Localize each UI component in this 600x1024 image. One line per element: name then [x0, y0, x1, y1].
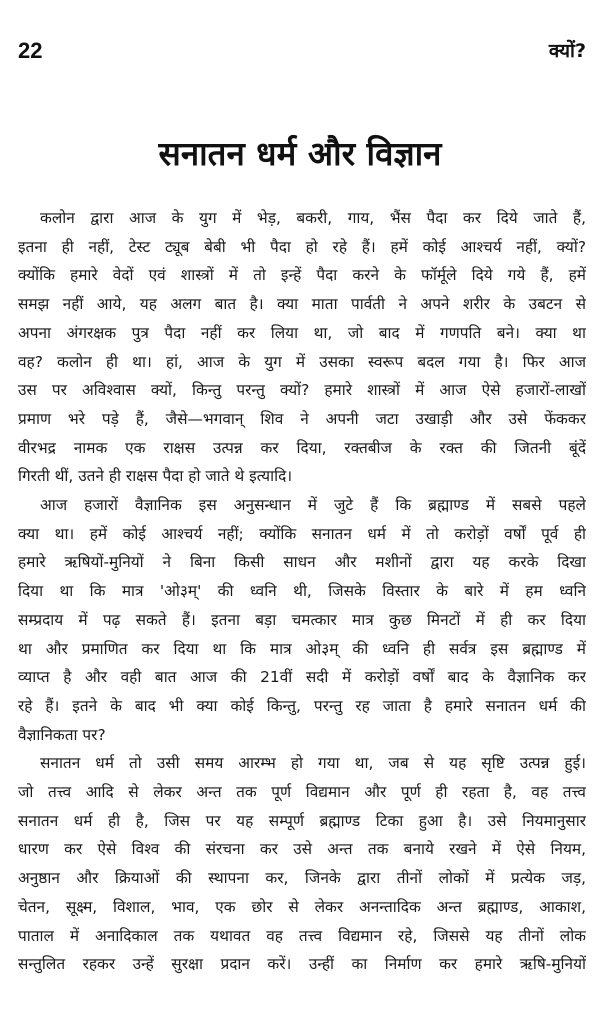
text-line: सनातन धर्म ही है, जिस पर यह सम्पूर्ण ब्रह्माण्ड टिका हुआ है। उसे नियमानुसार [18, 811, 586, 830]
text-line: वीरभद्र नामक एक राक्षस उत्पन्न कर दिया, रक्तबीज के रक्त की जितनी बूंदें [18, 438, 586, 457]
text-line: क्या था। हमें कोई आश्चर्य नहीं; क्योंकि सनातन धर्म में तो करोड़ों वर्षों पूर्व ही [18, 524, 586, 543]
page-header [18, 38, 586, 64]
text-line: अनुष्ठान और क्रियाओं की स्थापना कर, जिनके द्वारा तीनों लोकों में प्रत्येक जड़, [18, 869, 586, 888]
text-line: वैज्ञानिकता पर? [18, 725, 106, 744]
chapter-title: सनातन धर्म और विज्ञान [158, 134, 442, 173]
running-header-title: क्यों? [548, 40, 586, 62]
text-line: पाताल में अनादिकाल तक यथावत वह तत्त्व विद्यमान रहे, जिससे यह तीनों लोक [18, 926, 586, 945]
text-line: जो तत्त्व आदि से लेकर अन्त तक पूर्ण विद्यमान और पूर्ण ही रहता है, वह तत्त्व [18, 783, 586, 802]
text-line: वह? कलोन ही था। हां, आज के युग में उसका स्वरूप बदल गया है। फिर आज [18, 352, 586, 371]
text-line: व्याप्त है और वही बात आज की 21वीं सदी में करोड़ों वर्षों बाद के वैज्ञानिक कर [18, 668, 586, 687]
text-line: चेतन, सूक्ष्म, विशाल, भाव, एक छोर से लेकर अनन्तादिक अन्त ब्रह्माण्ड, आकाश, [18, 897, 586, 916]
text-line: धारण कर ऐसे विश्व की संरचना कर उसे अन्त तक बनाये रखने में ऐसे नियम, [18, 840, 586, 859]
text-line: कलोन द्वारा आज के युग में भेड़, बकरी, गाय, भैंस पैदा कर दिये जाते हैं, [40, 209, 586, 227]
text-line: अपना अंगरक्षक पुत्र पैदा नहीं कर लिया था, जो बाद में गणपति बने। क्या था [18, 323, 586, 342]
text-line: रहे हैं। इतने के बाद भी क्या कोई किन्तु, परन्तु रह जाता है हमारे सनातन धर्म की [18, 696, 586, 715]
paragraph-1 [18, 204, 586, 491]
paragraph-3 [18, 749, 586, 979]
text-line: इतना ही नहीं, टेस्ट ट्यूब बेबी भी पैदा हो रहे हैं। हमें कोई आश्चर्य नहीं, क्यों? [18, 237, 586, 256]
text-line: उस पर अविश्वास क्यों, किन्तु परन्तु क्यों? हमारे शास्त्रों में आज ऐसे हजारों-लाखों [18, 381, 586, 400]
text-line: था और प्रमाणित कर दिया था कि मात्र ओ३म् की ध्वनि ही सर्वत्र इस ब्रह्माण्ड में [18, 639, 586, 658]
text-line: सन्तुलित रहकर उन्हें सुरक्षा प्रदान करें। उन्हीं का निर्माण कर हमारे ऋषि-मुनियों [18, 955, 586, 974]
paragraph-2 [18, 491, 586, 749]
text-line: गिरती थीं, उतने ही राक्षस पैदा हो जाते थे इत्यादि। [18, 467, 293, 486]
text-line: समझ नहीं आये, यह अलग बात है। क्या माता पार्वती ने अपने शरीर के उबटन से [18, 295, 586, 314]
page-number: 22 [18, 38, 43, 63]
text-line: दिया था कि मात्र 'ओ३म्' की ध्वनि थी, जिसके विस्तार के बारे में हम ध्वनि [18, 582, 586, 601]
text-line: सम्प्रदाय में पढ़ सकते हैं। इतना बड़ा चमत्कार मात्र कुछ मिनटों में ही कर दिया [18, 610, 586, 629]
body-text [18, 204, 586, 979]
text-line: प्रमाण भरे पड़े हैं, जैसे—भगवान् शिव ने अपनी जटा उखाड़ी और उसे फेंककर [18, 409, 586, 428]
text-line: सनातन धर्म तो उसी समय आरम्भ हो गया था, जब से यह सृष्टि उत्पन्न हुई। [40, 754, 586, 773]
text-line: हमारे ऋषियों-मुनियों ने बिना किसी साधन और मशीनों द्वारा यह करके दिखा [18, 553, 586, 572]
text-line: आज हजारों वैज्ञानिक इस अनुसन्धान में जुटे हैं कि ब्रह्माण्ड में सबसे पहले [40, 496, 586, 515]
text-line: क्योंकि हमारे वेदों एवं शास्त्रों में तो इन्हें पैदा करने के फॉर्मूले दिये गये हैं, हमें [18, 266, 586, 285]
